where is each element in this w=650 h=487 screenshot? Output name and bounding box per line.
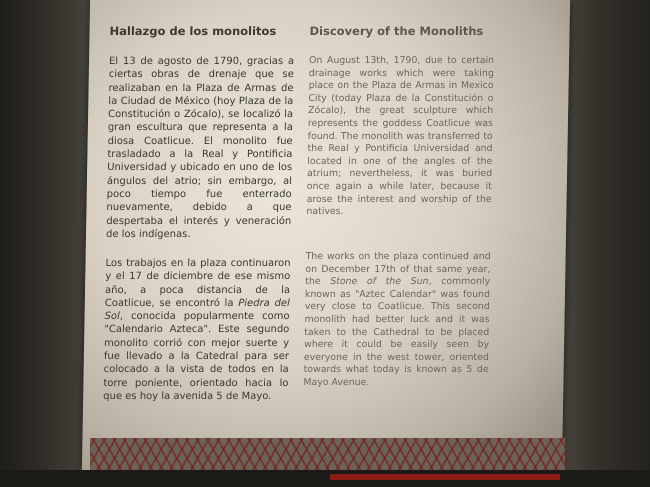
english-paragraph-2-end: , commonly known as "Aztec Calendar" was found very close to Coatlicue. This second monolith had better luck and it was taken to the Cathedral to be placed where it could be easily seen by everyone in the west tower, oriented towards what today is known as 5 de Mayo Avenue. bbox=[303, 276, 491, 388]
english-paragraph-2 bbox=[303, 251, 490, 390]
wall-left bbox=[0, 0, 92, 487]
museum-sign-panel bbox=[82, 0, 570, 470]
decorative-pattern-band bbox=[90, 438, 565, 472]
english-paragraph-2-italic: Stone of the Sun bbox=[330, 276, 429, 288]
spanish-paragraph-2-italic: Piedra del Sol bbox=[104, 297, 290, 323]
red-floor-stripe bbox=[330, 474, 560, 480]
english-paragraph-2-start: The works on the plaza continued and on December 17th of that same year, the bbox=[305, 251, 491, 288]
spanish-paragraph-2-start: Los trabajos en la plaza continuaron y el 17 de diciembre de ese mismo año, a poca distancia de la Coatlicue, se encontró la bbox=[104, 258, 291, 309]
spanish-paragraph-2 bbox=[103, 257, 291, 403]
spanish-title: Hallazgo de los monolitos bbox=[109, 24, 277, 38]
spanish-paragraph-2-end: , conocida popularmente como "Calendario Azteca". Este segundo monolito corrió con mejor suerte y fue llevado a la Catedral para ser colocado a la vista de todos en la torre poniente, orientado hacia lo que es hoy la avenida 5 de Mayo. bbox=[103, 311, 290, 402]
wall-right bbox=[560, 0, 650, 487]
english-paragraph-1: On August 13th, 1790, due to certain drainage works which were taking place on the Plaza de Armas in Mexico City (today Plaza de la Constitución o Zócalo), the great sculpture which represents the goddess Coatlicue was found. The monolith was transferred to the Real y Pontificia Universidad and located in one of the angles of the atrium; nevertheless, it was buried once again a while later, because it arose the interest and worship of the natives. bbox=[306, 55, 495, 218]
english-title: Discovery of the Monoliths bbox=[309, 24, 484, 38]
spanish-paragraph-1: El 13 de agosto de 1790, gracias a ciertas obras de drenaje que se realizaban en la Plaza de Armas de la Ciudad de México (hoy Plaza de la Constitución o Zócalo), se localizó la gran escultura que representa a la diosa Coatlicue. El monolito fue trasladado a la Real y Pontificia Universidad y ubicado en uno de los ángulos del atrio; sin embargo, al poco tiempo fue enterrado nuevamente, debido a que despertaba el interés y veneración de los indígenas. bbox=[105, 56, 295, 240]
